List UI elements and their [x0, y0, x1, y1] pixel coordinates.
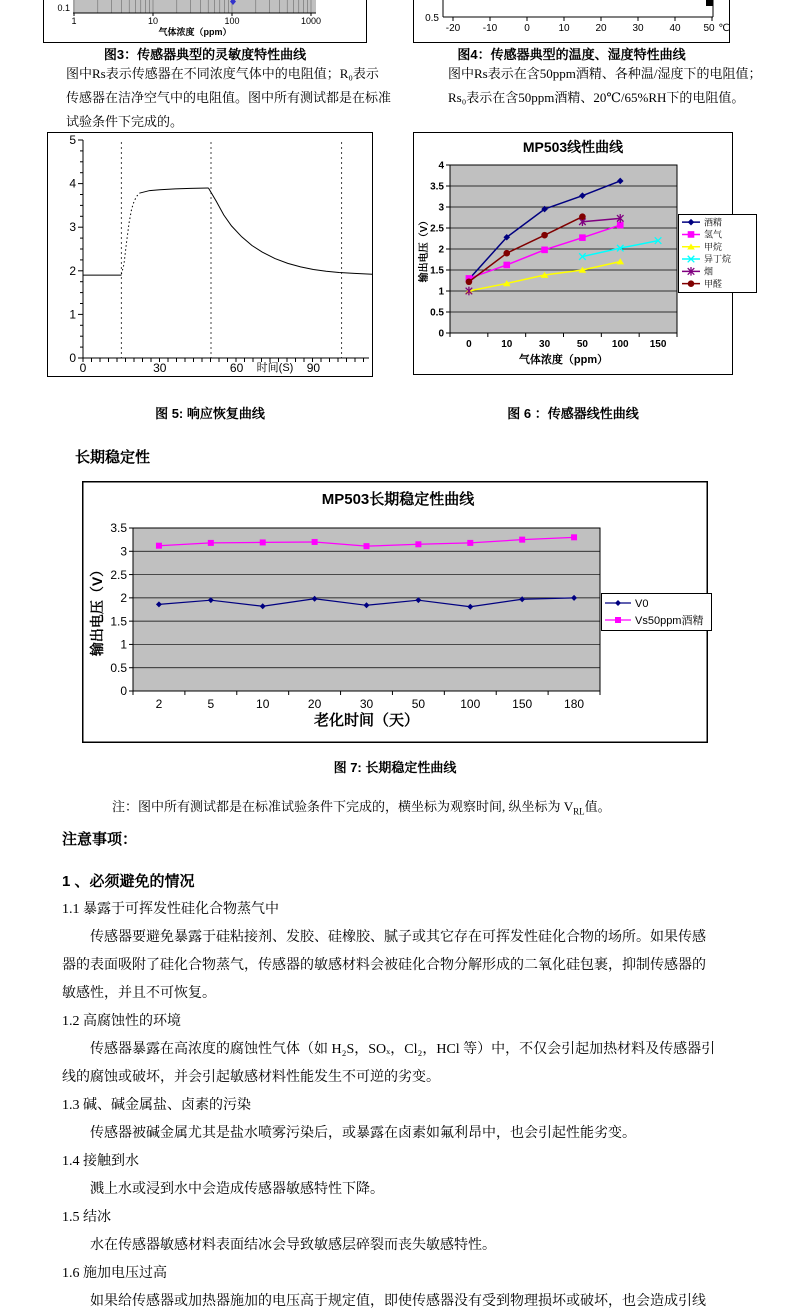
figure6-caption: 图 6 ：传感器线性曲线	[413, 403, 733, 422]
svg-text:2.5: 2.5	[430, 224, 444, 235]
svg-text:4: 4	[69, 177, 76, 191]
text-line: 试验条件下完成的。	[66, 110, 391, 134]
figure7-caption: 图 7: 长期稳定性曲线	[82, 757, 708, 776]
text-line: 传感器暴露在高浓度的腐蚀性气体（如 H₂S，SOₓ，Cl₂，HCl 等）中，不仅会引起加热材料及传感器引	[62, 1036, 734, 1064]
notice-item-list	[62, 896, 734, 1316]
svg-text:℃: ℃	[718, 23, 729, 34]
svg-text:-10: -10	[483, 23, 498, 34]
figure3-caption: 图3：传感器典型的灵敏度特性曲线	[43, 44, 367, 63]
text-line: 图中Rs表示传感器在不同浓度气体中的电阻值；R₀表示	[66, 62, 391, 86]
svg-text:甲醛: 甲醛	[704, 278, 722, 289]
figure7-chart-canvas	[82, 481, 722, 743]
svg-text:气体浓度（ppm）: 气体浓度（ppm）	[159, 26, 232, 37]
svg-text:1.5: 1.5	[110, 614, 127, 628]
test-condition-note	[112, 796, 611, 817]
svg-text:输出电压（V）: 输出电压（V）	[89, 563, 105, 657]
notice-item-title: 1.5 结冰	[62, 1204, 734, 1232]
note-subscript: RL	[573, 807, 585, 817]
text-line: 如果给传感器或加热器施加的电压高于规定值，即使传感器没有受到物理损坏或破坏，也会造成引线	[62, 1288, 734, 1316]
figure4-description	[448, 62, 761, 110]
svg-text:3: 3	[438, 203, 444, 214]
figure7-stability-chart	[82, 481, 722, 743]
svg-text:2: 2	[69, 264, 76, 278]
notice-item-title: 1.4 接触到水	[62, 1148, 734, 1176]
svg-text:30: 30	[360, 697, 374, 711]
svg-text:3.5: 3.5	[430, 182, 444, 193]
svg-text:5: 5	[69, 133, 76, 147]
notice-item-title: 1.6 施加电压过高	[62, 1260, 734, 1288]
svg-text:1000: 1000	[301, 16, 321, 26]
svg-text:0: 0	[120, 684, 127, 698]
svg-text:40: 40	[669, 23, 681, 34]
svg-text:10: 10	[558, 23, 570, 34]
notice-item-title: 1.3 碱、碱金属盐、卤素的污染	[62, 1092, 734, 1120]
notice-heading: 注意事项：	[62, 826, 734, 854]
note-text-end: 值。	[585, 799, 611, 814]
svg-text:10: 10	[501, 339, 513, 350]
svg-text:0.5: 0.5	[110, 661, 127, 675]
text-line: 敏感性，并且不可恢复。	[62, 980, 734, 1008]
stability-heading: 长期稳定性	[75, 446, 150, 467]
svg-text:0.5: 0.5	[425, 13, 439, 24]
figure5-chart-canvas	[47, 132, 373, 377]
notice-item-body	[62, 1120, 734, 1148]
notice-section1-title: 1 、必须避免的情况	[62, 868, 734, 896]
svg-text:4: 4	[438, 161, 444, 172]
notice-item-title: 1.2 高腐蚀性的环境	[62, 1008, 734, 1036]
text-line: 图中Rs表示在含50ppm酒精、各种温/湿度下的电阻值；	[448, 62, 761, 86]
svg-text:0: 0	[69, 351, 76, 365]
text-line: 传感器被碱金属尤其是盐水喷雾污染后，或暴露在卤素如氟利昂中，也会引起性能劣变。	[62, 1120, 734, 1148]
svg-text:180: 180	[564, 697, 584, 711]
notice-section	[62, 826, 734, 1316]
figure4-chart-canvas	[413, 0, 730, 43]
svg-text:90: 90	[307, 361, 321, 375]
figure6-chart-canvas	[413, 132, 761, 375]
svg-text:2.5: 2.5	[110, 568, 127, 582]
svg-text:MP503长期稳定性曲线: MP503长期稳定性曲线	[322, 490, 476, 508]
svg-text:150: 150	[512, 697, 532, 711]
svg-text:1: 1	[120, 638, 127, 652]
svg-text:Vs50ppm酒精: Vs50ppm酒精	[635, 613, 703, 627]
svg-text:0: 0	[524, 23, 530, 34]
text-line: 器的表面吸附了硅化合物蒸气，传感器的敏感材料会被硅化合物分解形成的二氧化硅包裹，抑制传感器的	[62, 952, 734, 980]
notice-item-body	[62, 1232, 734, 1260]
svg-text:20: 20	[308, 697, 322, 711]
svg-text:100: 100	[224, 16, 239, 26]
svg-text:50: 50	[412, 697, 426, 711]
svg-text:0: 0	[80, 361, 87, 375]
svg-text:60: 60	[230, 361, 244, 375]
svg-text:30: 30	[539, 339, 551, 350]
svg-text:时间(S): 时间(S)	[257, 360, 294, 374]
svg-text:50: 50	[703, 23, 715, 34]
figure4-temp-humidity-chart	[413, 0, 730, 43]
figure4-caption: 图4：传感器典型的温度、湿度特性曲线	[413, 44, 730, 63]
svg-text:甲烷: 甲烷	[704, 241, 722, 252]
text-line: 传感器要避免暴露于硅粘接剂、发胶、硅橡胶、腻子或其它存在可挥发性硅化合物的场所。如果传感	[62, 924, 734, 952]
svg-text:氢气: 氢气	[704, 229, 722, 240]
svg-text:气体浓度（ppm）: 气体浓度（ppm）	[519, 352, 608, 366]
spacer	[62, 854, 734, 868]
svg-text:V0: V0	[635, 598, 648, 610]
svg-text:烟: 烟	[704, 266, 713, 277]
svg-text:酒精: 酒精	[704, 216, 722, 227]
svg-text:3: 3	[120, 544, 127, 558]
svg-text:2: 2	[120, 591, 127, 605]
notice-item-body	[62, 1036, 734, 1092]
svg-text:50: 50	[577, 339, 589, 350]
svg-text:2: 2	[156, 697, 163, 711]
svg-text:0: 0	[466, 339, 472, 350]
svg-text:异丁烷: 异丁烷	[704, 253, 731, 264]
text-line: 水在传感器敏感材料表面结冰会导致敏感层碎裂而丧失敏感特性。	[62, 1232, 734, 1260]
figure3-chart-canvas	[43, 0, 367, 43]
svg-text:5: 5	[207, 697, 214, 711]
svg-text:MP503线性曲线: MP503线性曲线	[523, 139, 624, 155]
notice-item-body	[62, 1288, 734, 1316]
svg-text:-20: -20	[446, 23, 461, 34]
svg-text:老化时间（天）: 老化时间（天）	[313, 711, 419, 729]
svg-text:3.5: 3.5	[110, 521, 127, 535]
svg-text:150: 150	[650, 339, 667, 350]
text-line: 传感器在洁净空气中的电阻值。图中所有测试都是在标准	[66, 86, 391, 110]
svg-text:0: 0	[438, 329, 444, 340]
svg-text:0.5: 0.5	[430, 308, 444, 319]
note-text: 注：图中所有测试都是在标准试验条件下完成的，横坐标为观察时间, 纵坐标为 V	[112, 799, 573, 814]
svg-text:1: 1	[71, 16, 76, 26]
figure6-linearity-chart	[413, 132, 761, 375]
svg-text:100: 100	[460, 697, 480, 711]
figure3-sensitivity-chart	[43, 0, 367, 43]
text-line: 线的腐蚀或破坏，并会引起敏感材料性能发生不可逆的劣变。	[62, 1064, 734, 1092]
svg-text:输出电压（V）: 输出电压（V）	[417, 216, 430, 284]
svg-text:100: 100	[612, 339, 629, 350]
text-line: Rs₀表示在含50ppm酒精、20℃/65%RH下的电阻值。	[448, 86, 761, 110]
notice-item-title: 1.1 暴露于可挥发性硅化合物蒸气中	[62, 896, 734, 924]
svg-text:20: 20	[595, 23, 607, 34]
figure5-caption: 图 5: 响应恢复曲线	[47, 403, 373, 422]
svg-text:10: 10	[148, 16, 158, 26]
text-line: 溅上水或浸到水中会造成传感器敏感特性下降。	[62, 1176, 734, 1204]
notice-item-body	[62, 1176, 734, 1204]
svg-text:1.5: 1.5	[430, 266, 444, 277]
svg-text:30: 30	[153, 361, 167, 375]
svg-text:3: 3	[69, 220, 76, 234]
svg-text:0.1: 0.1	[57, 3, 70, 13]
svg-text:1: 1	[69, 307, 76, 321]
notice-item-body	[62, 924, 734, 1008]
svg-text:10: 10	[256, 697, 270, 711]
figure5-response-recovery-chart	[47, 132, 373, 377]
svg-text:1: 1	[438, 287, 444, 298]
figure3-description	[66, 62, 391, 134]
svg-text:2: 2	[438, 245, 444, 256]
svg-text:30: 30	[632, 23, 644, 34]
